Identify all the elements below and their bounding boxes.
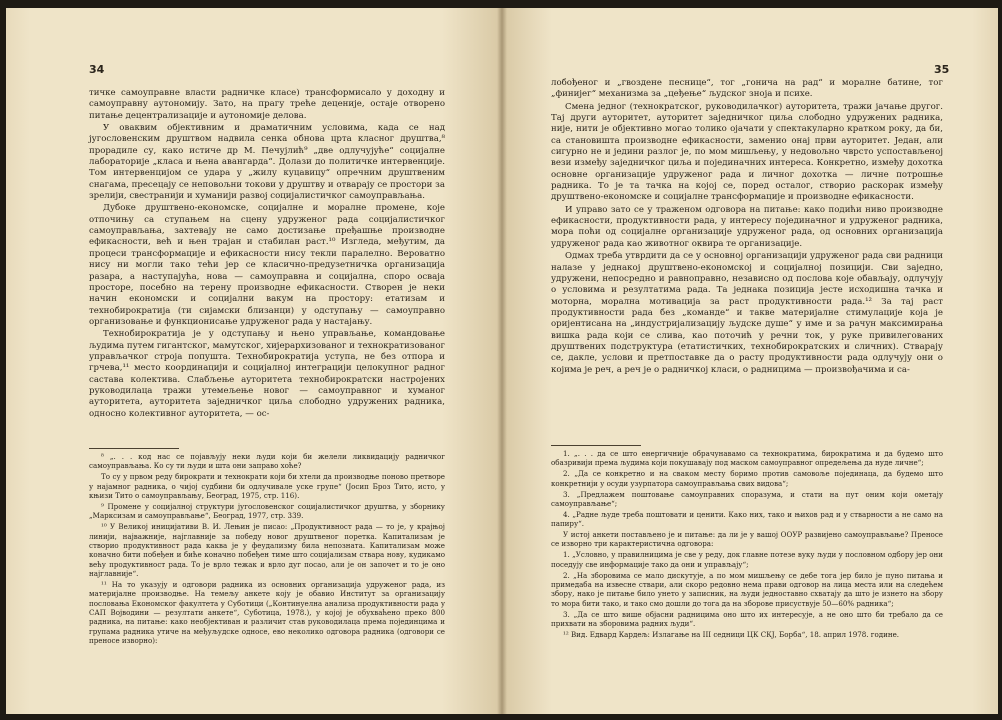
scan-border (0, 0, 1002, 8)
scan-border (0, 714, 1002, 720)
paragraph: лобођеног и „гвоздене песнице“, тог „гонича на рад“ и моралне батине, тог „финијег“ механизма за „цеђење“ људског зноја и психе. (551, 78, 943, 100)
footnote: 3. „Предлажем поштовање самоуправних споразума, и стати на пут оним који ометају самоуправљање“; (551, 489, 943, 508)
footnote-rule (551, 445, 641, 446)
footnote: ¹¹ На то указују и одговори радника из основних организација удруженог рада, из материјалне производње. На темељу анкете коју је обавио Институт за организацију пословања Економског факултета у Суботици („Континуелна анализа продуктивности рада у САП Војводини — резултати анкете“, Суботица, 1978.), у којој је обухваћено преко 800 радника, на питање: како необјективан и различит став руководилаца према појединцима и групама радника утиче на међуљудске односе, ево неколико одговора радника (одговори се преносе изворно): (89, 579, 445, 645)
paragraph: Технобирократија је у одступању и њено управљање, командовање људима путем гигантског, мамутског, хијерархизованог и технократизованог управљачког строја попушта. Технобирократија уступа, не без отпора и грчева,¹¹ место координацији и социјалној интеграцији целокупног радног састава колектива. Слабљење ауторитета технобирократски настројених руководилаца тражи утемељење новог — самоуправног и хуманог ауторитета, ауторитета заједничког циља слободно удружених радника, односно колективног ауторитета, — ос- (89, 329, 445, 419)
footnote-rule (89, 448, 179, 449)
footnote: 1. „Условно, у правилницима је све у реду, док главне потезе вуку људи у пословном одбору јер они поседују све информације тако да они и управљају“; (551, 550, 943, 569)
footnote: 4. „Радне људе треба поштовати и ценити. Како них, тако и њихов рад и у стварности а не само на папиру“. (551, 509, 943, 529)
footnote: То су у првом реду бирократи и технократи који би хтели да производње поново претворе у најамног радника, о чијој судбини би одлучивале уске групе“ (Јосип Броз Тито, исто, у књизи Тито о самоуправљању, Београд, 1975, стр. 116). (89, 472, 445, 500)
scan-border (998, 0, 1002, 720)
paragraph: Дубоке друштвено-економске, социјалне и моралне промене, које отпочињу са ступањем на сцену удруженог рада социјалистичког самоуправљања, захтевају не само достизање пређашње производне ефикасности, већ и њен трајан и стабилан раст.¹⁰ Изгледа, међутим, да процеси трансформације и ефикасности нису текли паралелно. Вероватно нису ни могли тако тећи јер се класично-предузетничка организација разара, а наступајућа, нова — самоуправна и социјална, споро осваја просторе, посебно на терену производне ефикасности. Створен је неки начин економски и социјални вакум на простору: етатизам и технобирократија (ти сијамски близанци) у одступању — самоуправно организовање и функционисање удруженог рада у настајању. (89, 203, 445, 327)
footnote: 2. „Да се конкретно и на сваком месту боримо против самовоље појединаца, да будемо што конкретнији у осуди узурпатора самоуправљања свих видова“; (551, 469, 943, 488)
footnote: ⁸ „. . . код нас се појављују неки људи који би желели ликвидацију радничког самоуправљања. Ко су ти људи и шта они заправо хоће? (89, 452, 445, 471)
paragraph: тичке самоуправне власти радничке класе) трансформисало у доходну и самоуправну аутономију. Зато, на прагу треће деценије, остаје отворено питање децентрализације и аутономије делова. (89, 88, 445, 121)
paragraph: Одмах треба утврдити да се у основној организацији удруженог рада сви радници налазе у једнакој друштвено-економској и социјалној позицији. Сви заједно, удружени, непосредно и равноправно, независно од послова које обављају, одлучују о условима и резултатима рада. Та једнака позиција јесте исходишна тачка и моторна, морална мотивација за раст продуктивности рада.¹² За тај раст продуктивности рада без „команде“ и такве материјалне стимулације која је оријентисана на „индустријализацију људске душе“ у име и за рачун максимирања вишка рада који се слива, као поточић у речни ток, у руке привилегованих друштвених подструктура (етатистичких, технобирократских и сличних). Стварају се, дакле, услови и претпоставке да о расту продуктивности рада одлучују они о којима је реч, а реч је о радничкој класи, о радницима — произвођачима и са- (551, 251, 943, 375)
scan-border (0, 0, 6, 720)
footnotes (551, 449, 943, 641)
page-number: 34 (89, 63, 105, 76)
body-text (89, 88, 445, 421)
body-text (551, 78, 943, 377)
footnotes (89, 452, 445, 647)
footnote: У истој анкети постављено је и питање: да ли је у вашој ООУР развијено самоуправљање? Преносе се изворно три карактеристична одговора: (551, 530, 943, 549)
footnote: 3. „Да се што више објасни радницима оно што их интересује, а не оно што би требало да се прихвати на зборовима радних људи“. (551, 609, 943, 628)
footnote: 2. „На зборовима се мало дискутује, а по мом мишљењу се дебе тога јер било је пуно питања и примедаба на извесне ствари, али скоро редовно нема прави одговор на лица места или на следећем збору, нако је питање било унето у записник, на људи једноставно схватају да што је изнето на збору то мора бити тако, и тако смо дошли до тога да на зборове присуствује 50—60% радника“; (551, 570, 943, 608)
footnote: ¹⁰ У Великој иницијативи В. И. Лењин је писао: „Продуктивност рада — то је, у крајњој линији, најважније, најглавније за победу новог друштвеног поретка. Капитализам је створио продуктивност рада каква је у феудализму била непозната. Капитализам може коначно бити побеђен и биће коначно побеђен тиме што социјализам ствара нову, кудикамо већу продуктивност рада. То је врло тежак и врло дуг посао, али је он започет и то је оно најглавније“. (89, 522, 445, 578)
footnote: ¹² Вид. Едвард Кардељ: Излагање на III седници ЦК СКЈ, Борба“, 18. април 1978. године. (563, 629, 900, 639)
right-page (502, 0, 1002, 720)
page-number: 35 (934, 63, 950, 76)
paragraph: У оваквим објективним и драматичним условима, када се над југословенским друштвом надвила сенка обнова црта класног друштва,⁸ прорадиле су, како истиче др М. Печујлић⁹ „две одлучујуће“ социјалне лабораторије „класа и њена авангарда“. Долази до политичке интервенције. Том интервенцијом се удара у „жилу куцавицу“ опречним друштвеним снагама, пресецају се неповољни токови у друштву и отварају се простори за зрелији, свестранији и хуманији развој социјалистичког самоуправљања. (89, 123, 445, 202)
book-gutter (497, 0, 507, 720)
footnote: ⁹ Промене у социјалној структури југословенског социјалистичког друштва, у зборнику „Марксизам и самоуправљање“, Београд, 1977, стр. 339. (89, 501, 445, 521)
paragraph: И управо зато се у траженом одговора на питање: како подићи ниво производне ефикасности, продуктивности рада, у интересу појединачног и удруженог радника, мора поћи од социјалне организације удруженог рада, од основних организација удруженог рада као животног оквира те организације. (551, 204, 943, 249)
paragraph: Смена једног (технократског, руководилачког) ауторитета, тражи јачање другог. Тај други ауторитет, ауторитет заједничког циља слободно удружених радника, није, нити је објективно могао толико ојачати у спектакуларно кратком року, да би, са становишта производне ефикасности, заменио онај први ауторитет. Један, али сигурно не и једини разлог је, по мом мишљењу, у недовољно чврсто успостављеној вези између заједничког циља и појединачних интереса. Конкретно, између дохотка основне организације удруженог рада и личног дохотка — личне потрошње радника. То је та тачка на којој се, поред осталог, створио раскорак између друштвено-економске и социјалне трансформације и производне ефикасности. (551, 101, 943, 203)
footnote: 1. „. . . да се што енергичније обрачунавамо са технократима, бирократима и да будемо што обазривији према људима који покушавају под маском самоуправног опредељења да нуде личне“; (551, 449, 943, 468)
